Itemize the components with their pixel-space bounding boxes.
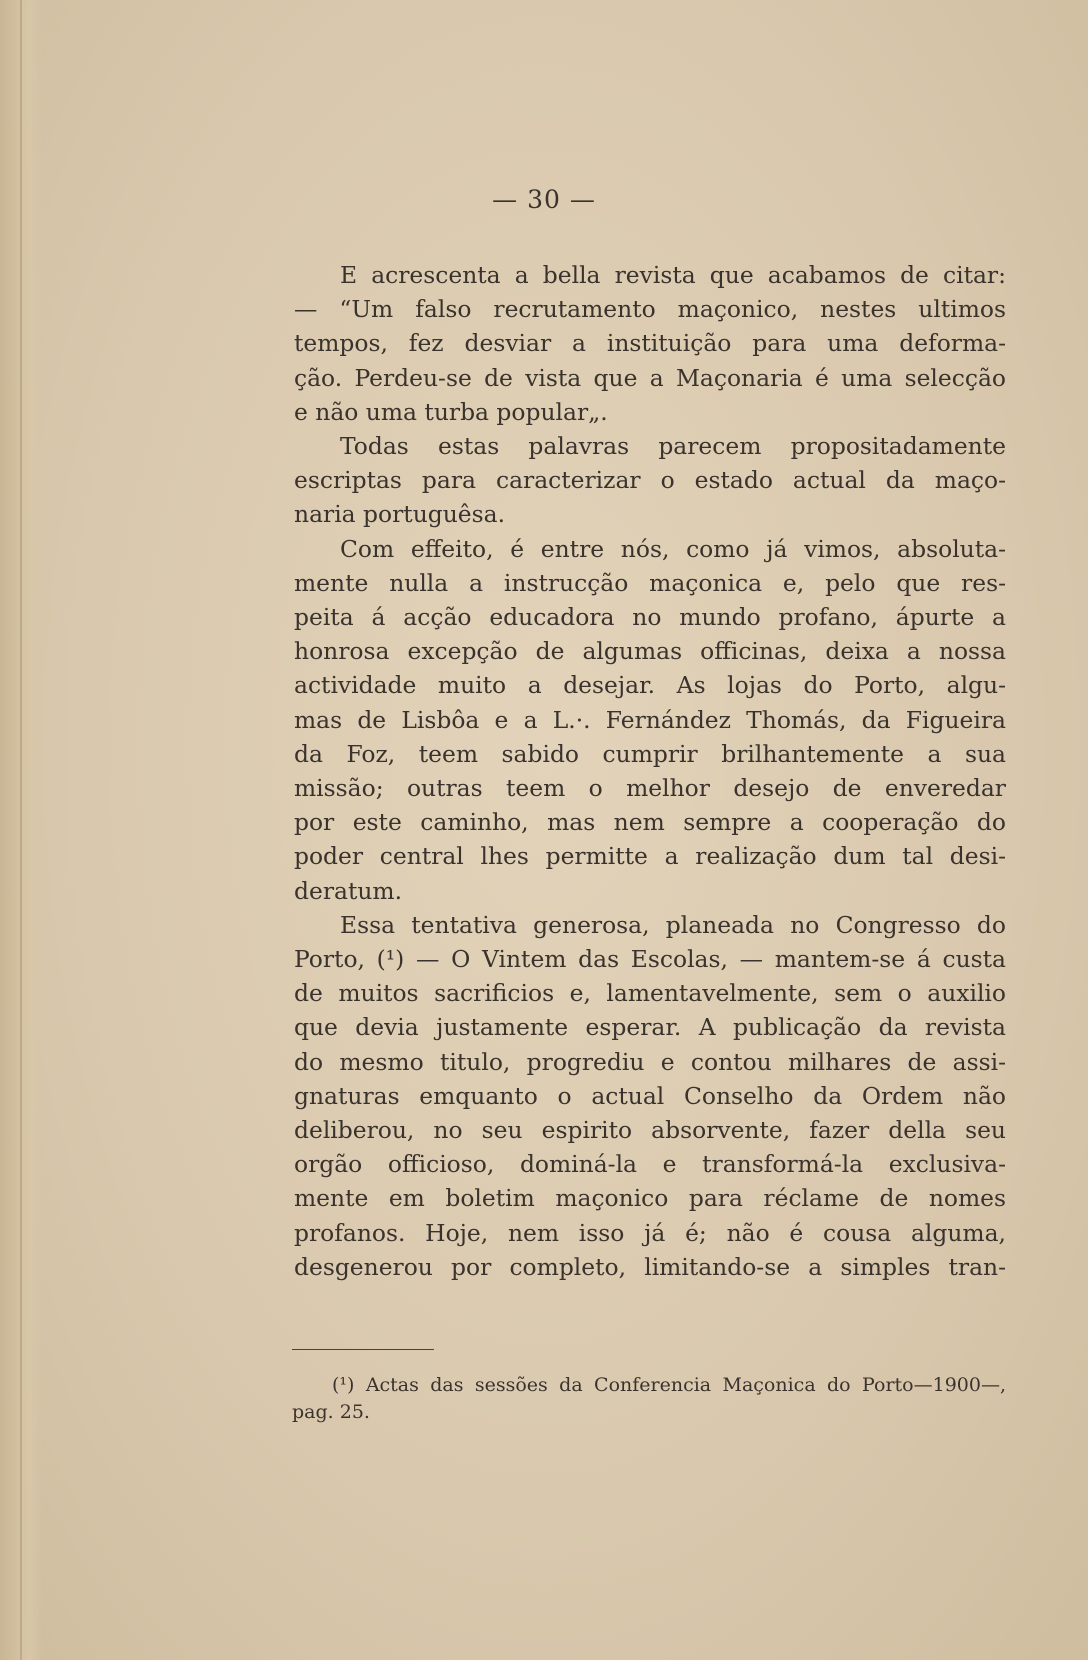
page-number: — 30 —: [492, 185, 596, 214]
text-line: desgenerou por completo, limitando-se a simples tran-: [294, 1252, 1006, 1281]
text-line: E acrescenta a bella revista que acabamos de citar:: [340, 261, 1006, 289]
text-line: Essa tentativa generosa, planeada no Congresso do: [340, 910, 1006, 939]
text-line: da Foz, teem sabido cumprir brilhantemente a sua: [294, 739, 1006, 768]
text-line: Com effeito, é entre nós, como já vimos, absoluta-: [340, 534, 1006, 563]
footnote-line: pag. 25.: [292, 1401, 370, 1423]
text-line: ção. Perdeu-se de vista que a Maçonaria é uma selecção: [294, 363, 1006, 392]
text-line: mas de Lisbôa e a L.·. Fernández Thomás, da Figueira: [294, 705, 1006, 734]
footnote-divider: [292, 1349, 434, 1350]
text-line: honrosa excepção de algumas officinas, deixa a nossa: [294, 637, 1006, 666]
text-line: gnaturas emquanto o actual Conselho da Ordem não: [294, 1081, 1006, 1110]
text-line: missão; outras teem o melhor desejo de enveredar: [294, 774, 1006, 803]
text-line: escriptas para caracterizar o estado actual da maço-: [294, 466, 1006, 495]
footnote-line: (¹) Actas das sessões da Conferencia Maçonica do Porto—1900—,: [332, 1374, 1006, 1396]
text-line: — “Um falso recrutamento maçonico, nestes ultimos: [294, 295, 1006, 324]
text-line: do mesmo titulo, progrediu e contou milhares de assi-: [294, 1047, 1006, 1076]
text-line: profanos. Hoje, nem isso já é; não é cousa alguma,: [294, 1218, 1006, 1247]
text-line: peita á acção educadora no mundo profano, ápurte a: [294, 603, 1006, 632]
text-line: naria portuguêsa.: [294, 500, 506, 529]
body-text: [294, 258, 1006, 1284]
text-line: por este caminho, mas nem sempre a cooperação do: [294, 808, 1006, 837]
text-line: Todas estas palavras parecem propositadamente: [340, 432, 1006, 461]
text-line: e não uma turba popular„.: [294, 397, 608, 426]
text-line: actividade muito a desejar. As lojas do Porto, algu-: [294, 671, 1006, 700]
text-line: que devia justamente esperar. A publicação da revista: [294, 1013, 1006, 1042]
text-line: Porto, (¹) — O Vintem das Escolas, — mantem-se á custa: [294, 945, 1006, 974]
page-binding-edge: [0, 0, 42, 1660]
footnote: [292, 1372, 1006, 1426]
text-line: deliberou, no seu espirito absorvente, fazer della seu: [294, 1116, 1006, 1145]
text-line: de muitos sacrificios e, lamentavelmente, sem o auxilio: [294, 979, 1006, 1008]
text-line: poder central lhes permitte a realização dum tal desi-: [294, 842, 1006, 871]
text-line: deratum.: [294, 876, 403, 905]
text-line: orgão officioso, dominá-la e transformá-la exclusiva-: [294, 1150, 1006, 1179]
text-line: mente nulla a instrucção maçonica e, pelo que res-: [294, 568, 1006, 597]
text-line: tempos, fez desviar a instituição para uma deforma-: [294, 329, 1006, 358]
text-line: mente em boletim maçonico para réclame de nomes: [294, 1184, 1006, 1213]
